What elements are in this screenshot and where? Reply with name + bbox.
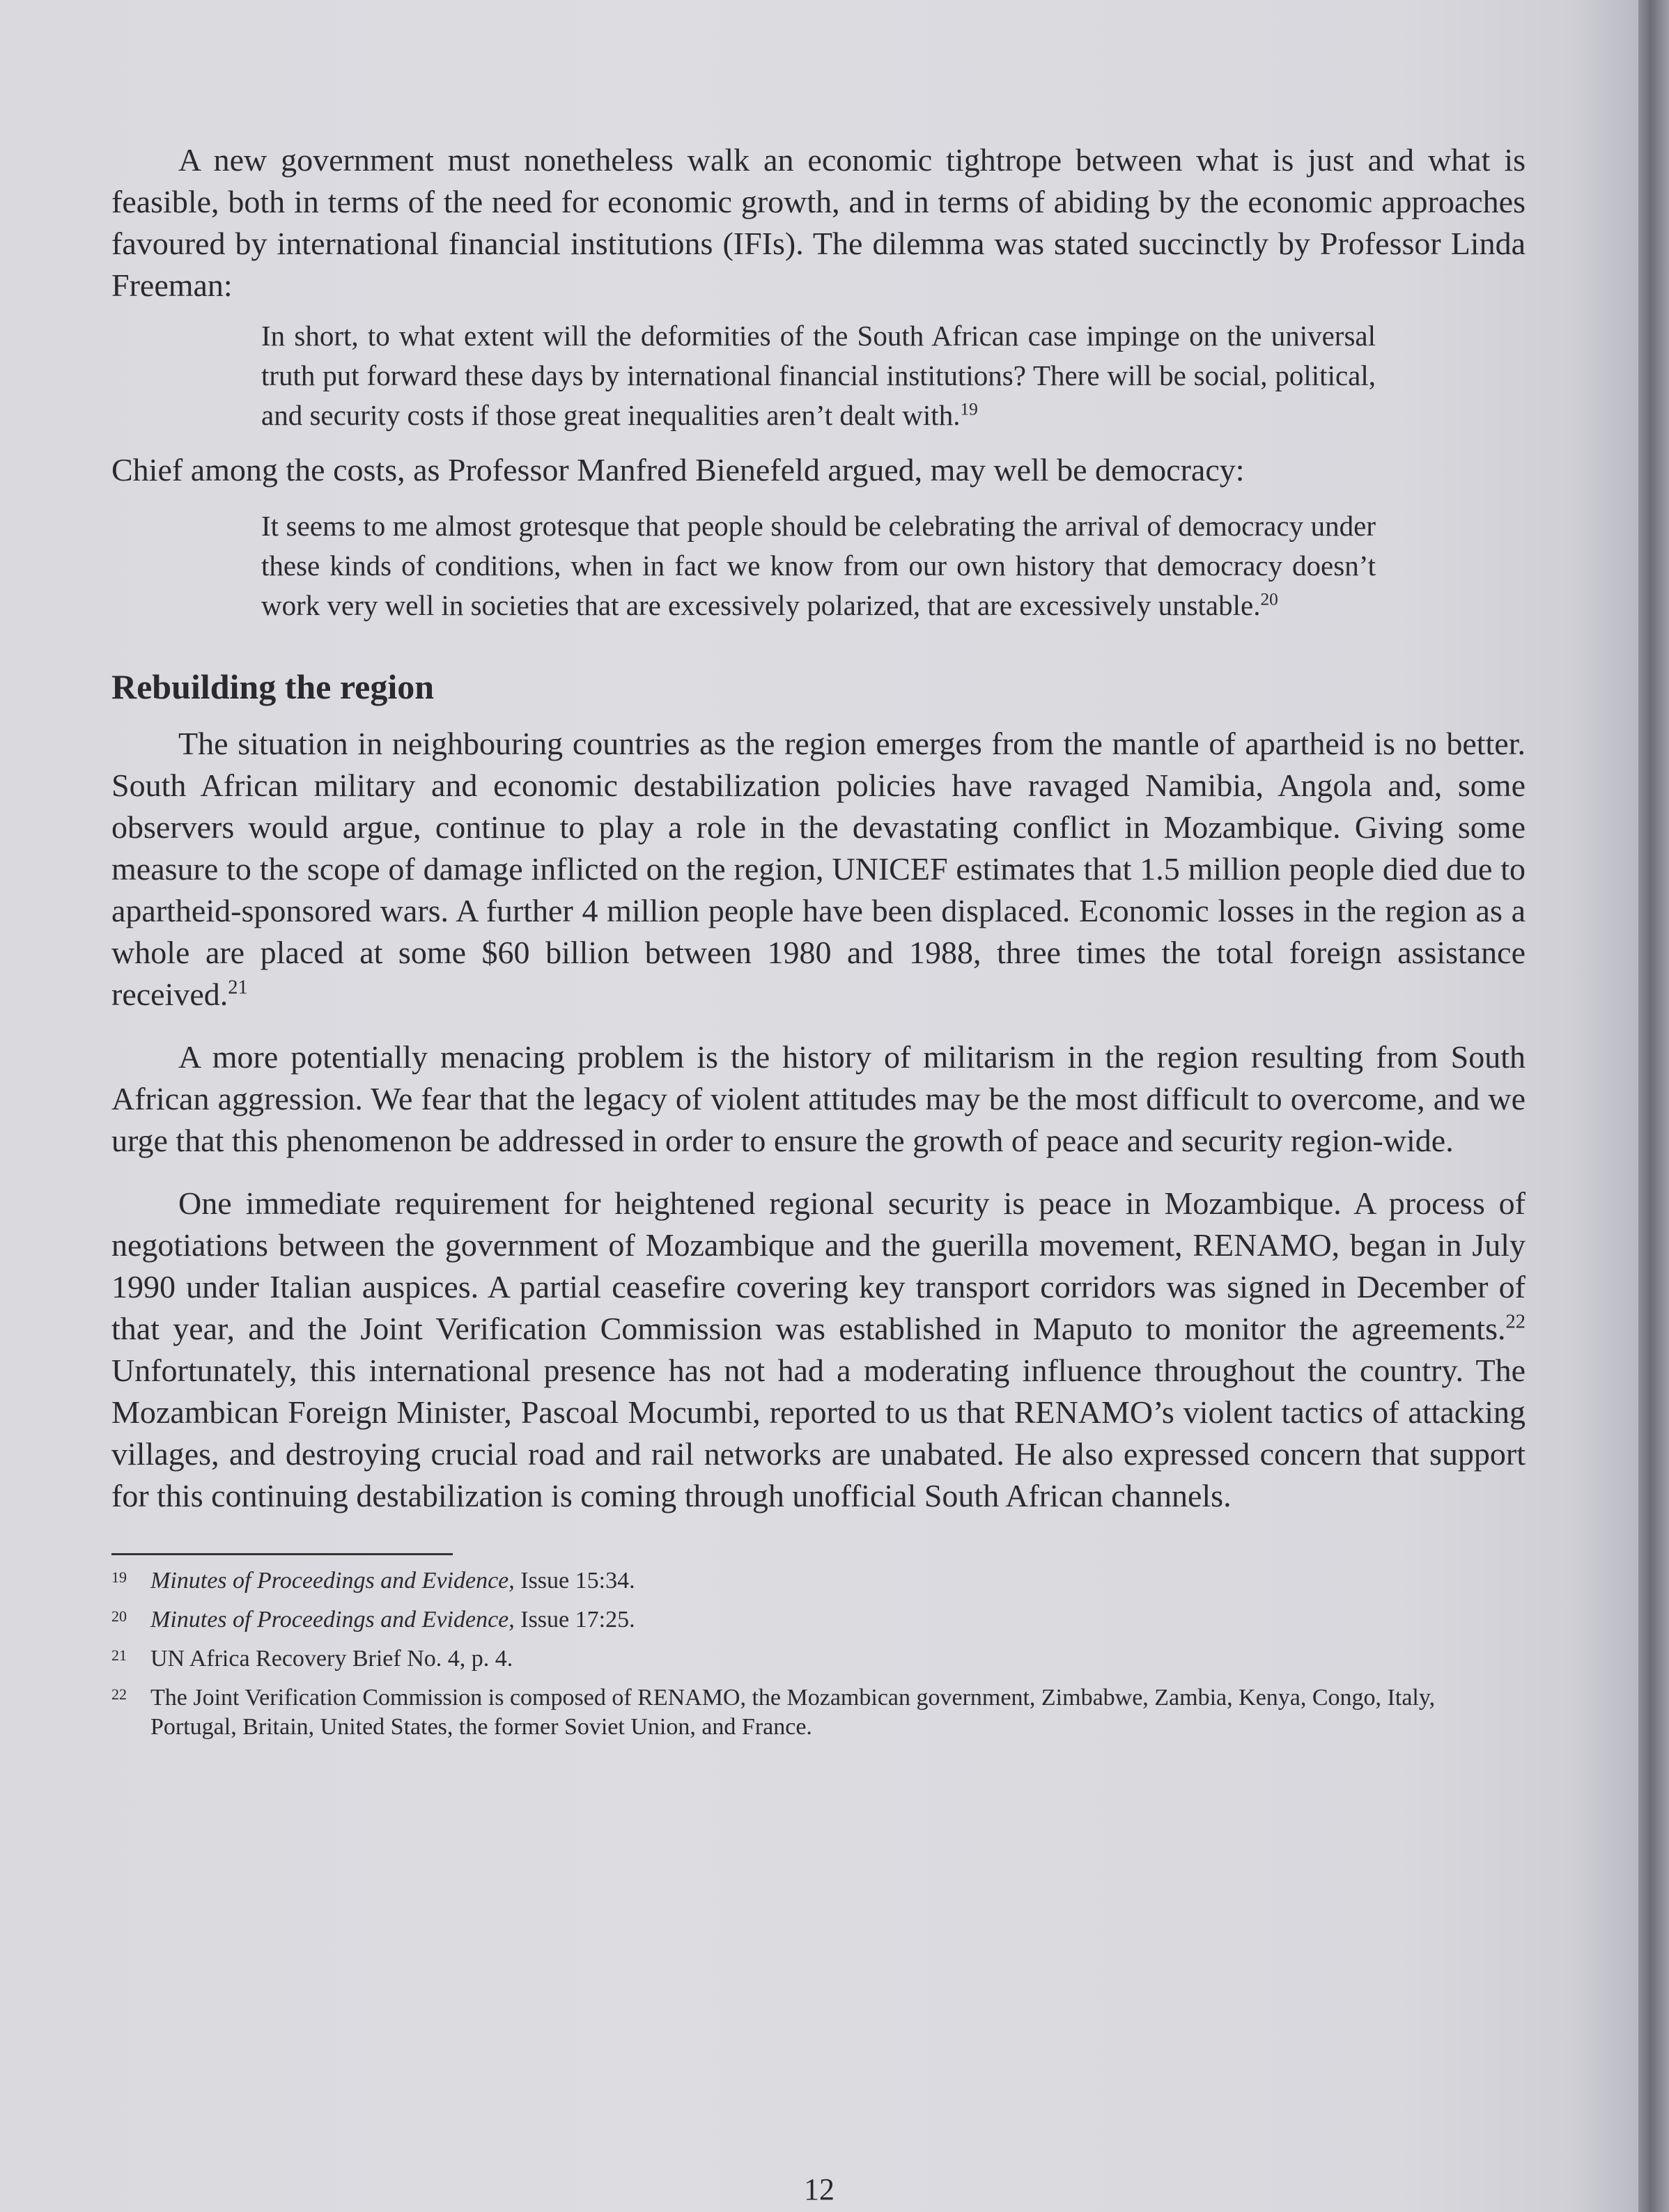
footnote-detail: Issue 17:25. bbox=[514, 1607, 635, 1633]
footnote-divider bbox=[111, 1553, 453, 1555]
footnote-number: 22 bbox=[111, 1685, 127, 1703]
footnote-ref-22: 22 bbox=[1505, 1311, 1526, 1333]
paragraph-3 bbox=[111, 723, 1526, 1015]
block-quote-2-text: It seems to me almost grotesque that people should be celebrating the arrival of democracy under these kinds of conditions, when in fact we know from our own history that democracy doesn’t work very well in societies that are excessively polarized, that are excessively unstable. bbox=[261, 510, 1376, 621]
page-content bbox=[111, 139, 1526, 1742]
block-quote-2 bbox=[261, 506, 1376, 625]
footnote-text bbox=[150, 1605, 1526, 1635]
book-spine-shadow bbox=[1638, 0, 1669, 2212]
footnote-text bbox=[150, 1566, 1526, 1596]
footnote-text bbox=[150, 1683, 1526, 1742]
paragraph-1: A new government must nonetheless walk an economic tightrope between what is just and what is feasible, both in terms of the need for economic growth, and in terms of abiding by the economic approaches favoured by international financial institutions (IFIs). The dilemma was stated succinctly by Professor Linda Freeman: bbox=[111, 142, 1526, 303]
footnote-detail: The Joint Verification Commission is composed of RENAMO, the Mozambican government, Zimbabwe, Zambia, Kenya, Congo, Italy, Portugal, Britain, United States, the former Soviet Union, and France. bbox=[150, 1685, 1436, 1740]
footnote-19 bbox=[111, 1566, 1526, 1596]
footnote-detail: Issue 15:34. bbox=[514, 1568, 635, 1594]
footnote-number: 20 bbox=[111, 1607, 127, 1625]
section-heading: Rebuilding the region bbox=[111, 667, 435, 706]
paragraph-5-text-a: One immediate requirement for heightened regional security is peace in Mozambique. A process of negotiations between the government of Mozambique and the guerilla movement, RENAMO, began in July 1990 under Italian auspices. A partial ceasefire covering key transport corridors was signed in December of that year, and the Joint Verification Commission was established in Maputo to monitor the agreements. bbox=[111, 1185, 1526, 1346]
footnote-20 bbox=[111, 1605, 1526, 1635]
footnote-ref-19: 19 bbox=[960, 399, 978, 419]
footnote-detail: UN Africa Recovery Brief No. 4, p. 4. bbox=[150, 1646, 513, 1672]
page-number: 12 bbox=[804, 2172, 834, 2206]
footnote-title: Minutes of Proceedings and Evidence, bbox=[150, 1607, 515, 1633]
block-quote-1 bbox=[261, 316, 1376, 435]
footnote-22 bbox=[111, 1683, 1526, 1742]
paragraph-5 bbox=[111, 1183, 1526, 1517]
footnote-ref-20: 20 bbox=[1260, 589, 1278, 609]
footnotes bbox=[111, 1566, 1526, 1742]
block-quote-1-text: In short, to what extent will the deformities of the South African case impinge on the universal truth put forward these days by international financial institutions? There will be social, political, and security costs if those great inequalities aren’t dealt with. bbox=[261, 320, 1376, 431]
paragraph-4: A more potentially menacing problem is the history of militarism in the region resulting from South African aggression. We fear that the legacy of violent attitudes may be the most difficult to overcome, and we urge that this phenomenon be addressed in order to ensure the growth of peace and security region-wide. bbox=[111, 1039, 1526, 1158]
footnote-21 bbox=[111, 1644, 1526, 1674]
footnote-number: 21 bbox=[111, 1646, 127, 1664]
footnote-title: Minutes of Proceedings and Evidence, bbox=[150, 1568, 515, 1594]
paragraph-2: Chief among the costs, as Professor Manfred Bienefeld argued, may well be democracy: bbox=[111, 452, 1245, 488]
footnote-text bbox=[150, 1644, 1526, 1674]
paragraph-3-text: The situation in neighbouring countries as the region emerges from the mantle of apartheid is no better. South African military and economic destabilization policies have ravaged Namibia, Angola and, some observers would argue, continue to play a role in the devastating conflict in Mozambique. Giving some measure to the scope of damage inflicted on the region, UNICEF estimates that 1.5 million people died due to apartheid-sponsored wars. A further 4 million people have been displaced. Economic losses in the region as a whole are placed at some $60 billion between 1980 and 1988, three times the total foreign assistance received. bbox=[111, 726, 1526, 1012]
paragraph-5-text-b: Unfortunately, this international presence has not had a moderating influence throughout the country. The Mozambican Foreign Minister, Pascoal Mocumbi, reported to us that RENAMO’s violent tactics of attacking villages, and destroying crucial road and rail networks are unabated. He also expressed concern that support for this continuing destabilization is coming through unofficial South African channels. bbox=[111, 1353, 1526, 1513]
footnote-number: 19 bbox=[111, 1568, 127, 1586]
footnote-ref-21: 21 bbox=[228, 976, 248, 999]
